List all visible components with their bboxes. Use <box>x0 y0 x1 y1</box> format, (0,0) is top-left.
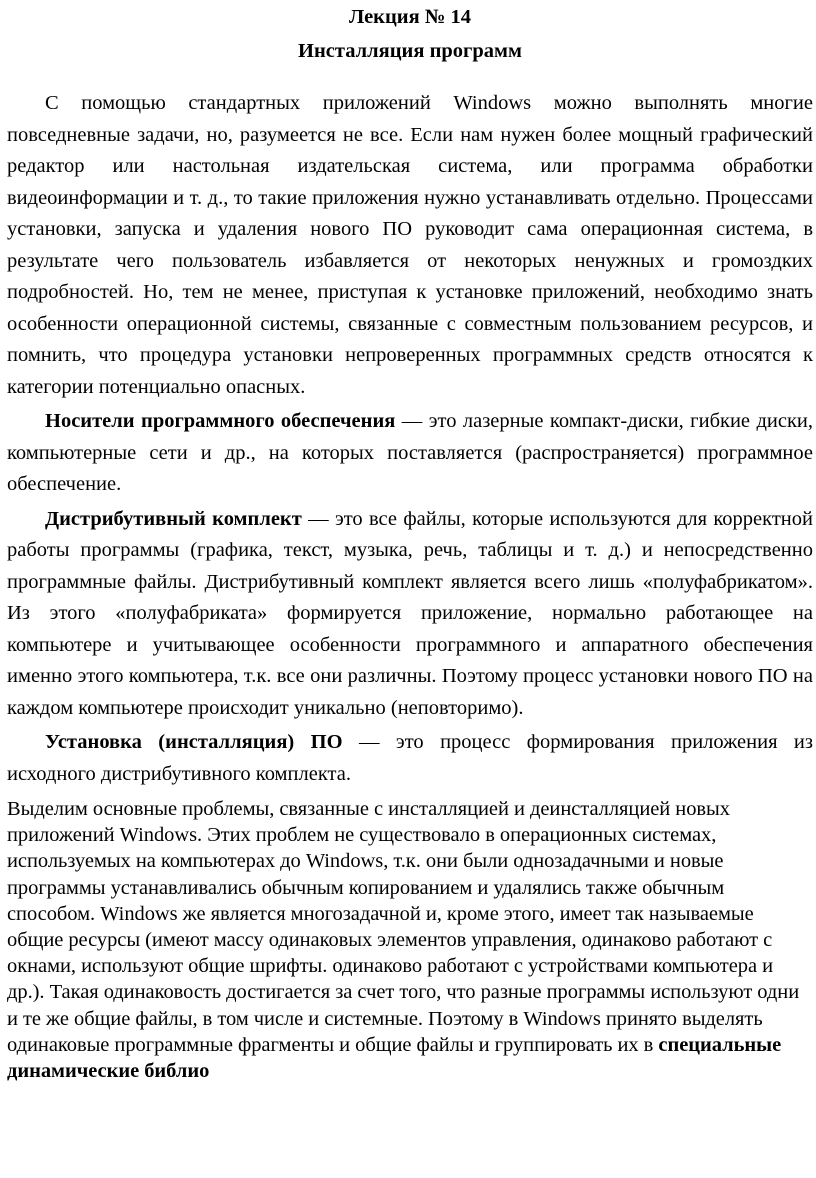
media-term: Носители программного обеспечения <box>45 410 396 432</box>
installation-definition: — это процесс формирования приложения из исходного дистрибутивного комплекта. <box>7 731 814 785</box>
media-definition-paragraph <box>7 406 813 501</box>
intro-paragraph: С помощью стандартных приложений Windows можно выполнять многие повседневные задачи, но, разумеется не все. Если нам нужен более мощный графический редактор или настольная издательская система, или программа обработки видеоинформации и т. д., то такие приложения нужно устанавливать отдельно. Процессами установки, запуска и удаления нового ПО руководит сама операционная система, в результате чего пользователь избавляется от некоторых ненужных и громоздких подробностей. Но, тем не менее, приступая к установке приложений, необходимо знать особенности операционной системы, связанные с совместным пользованием ресурсов, и помнить, что процедура установки непроверенных программных средств относятся к категории потенциально опасных. <box>7 92 813 398</box>
problems-bold-term: специальные динамические библио <box>7 1033 782 1083</box>
document-page <box>7 0 813 1084</box>
lecture-number: Лекция № 14 <box>348 6 472 28</box>
lecture-title: Инсталляция программ <box>298 40 522 62</box>
distribution-definition-paragraph <box>7 504 813 725</box>
media-definition: — это лазерные компакт-диски, гибкие диски, компьютерные сети и др., на которых поставляется (распространяется) программное обеспечение. <box>7 410 814 495</box>
installation-term: Установка (инсталляция) ПО <box>45 731 343 753</box>
installation-definition-paragraph <box>7 727 813 790</box>
problems-text: Выделим основные проблемы, связанные с инсталляцией и деинсталляцией новых приложений Windows. Этих проблем не существовало в операционных системах, используемых на компьютерах до Windows, т.к. они были однозадачными и новые программы устанавливались обычным копированием и удалялись также обычным способом. Windows же является многозадачной и, кроме этого, имеет так называемые общие ресурсы (имеют массу одинаковых элементов управления, одинаково работают с окнами, используют общие шрифты. одинаково работают с устройствами компьютера и др.). Такая одинаковость достигается за счет того, что разные программы используют одни и те же общие файлы, в том числе и системные. Поэтому в Windows принято выделять одинаковые программные фрагменты и общие файлы и группировать их в <box>7 798 800 1056</box>
problems-paragraph <box>7 796 813 1084</box>
distribution-definition: — это все файлы, которые используются для корректной работы программы (графика, текст, музыка, речь, таблицы и т. д.) и непосредственно программные файлы. Дистрибутивный комплект является всего лишь «полуфабрикатом». Из этого «полуфабриката» формируется приложение, нормально работающее на компьютере и учитывающее особенности программного и аппаратного обеспечения именно этого компьютера, т.к. все они различны. Поэтому процесс установки нового ПО на каждом компьютере происходит уникально (неповторимо). <box>7 507 813 719</box>
distribution-term: Дистрибутивный комплект <box>45 507 302 530</box>
